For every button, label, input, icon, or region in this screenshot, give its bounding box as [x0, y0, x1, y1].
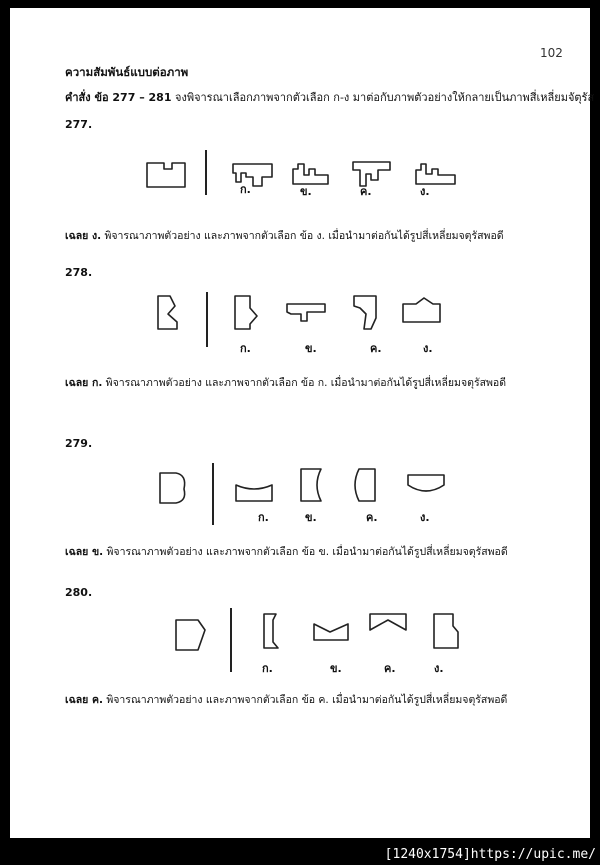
q280-option-b-shape: [314, 624, 348, 640]
q280-option-a-shape: [264, 614, 278, 648]
section-heading: ความสัมพันธ์แบบต่อภาพ: [65, 65, 189, 79]
image-source-caption: [1240x1754]https://upic.me/: [384, 847, 596, 862]
q277-label-d: ง.: [420, 185, 430, 198]
answer-label: เฉลย ก.: [65, 377, 103, 389]
q279-label-d: ง.: [420, 511, 430, 524]
q280-option-d-shape: [434, 614, 458, 648]
q277-option-d-shape: [416, 164, 455, 184]
q278-option-b-shape: [287, 304, 325, 321]
q280-option-c-shape: [370, 614, 406, 630]
q280-example-shape: [176, 620, 205, 650]
answer-label: เฉลย ง.: [65, 230, 102, 242]
instruction: [65, 88, 594, 106]
question-number: 277.: [65, 118, 93, 131]
instruction-label: คำสั่ง ข้อ 277 – 281: [65, 91, 172, 104]
question-277-figure: [0, 140, 600, 200]
answer-label: เฉลย ข.: [65, 546, 104, 558]
q277-label-a: ก.: [240, 183, 251, 196]
answer-280: [65, 691, 507, 708]
question-number: 280.: [65, 586, 93, 599]
q278-option-c-shape: [354, 296, 376, 329]
answer-278: [65, 374, 506, 391]
q280-label-b: ข.: [330, 662, 342, 675]
q278-option-a-shape: [235, 296, 257, 329]
answer-279: [65, 543, 508, 560]
q277-label-c: ค.: [360, 185, 372, 198]
answer-text: พิจารณาภาพตัวอย่าง และภาพจากตัวเลือก ข้อ ข. เมื่อนำมาต่อกันได้รูปสี่เหลี่ยมจตุรัสพอดี: [103, 546, 508, 558]
q280-label-d: ง.: [434, 662, 444, 675]
q277-option-b-shape: [293, 164, 328, 184]
q280-label-c: ค.: [384, 662, 396, 675]
q279-label-c: ค.: [366, 511, 378, 524]
answer-text: พิจารณาภาพตัวอย่าง และภาพจากตัวเลือก ข้อ ง. เมื่อนำมาต่อกันได้รูปสี่เหลี่ยมจตุรัสพอดี: [101, 230, 504, 242]
q278-label-c: ค.: [370, 342, 382, 355]
answer-label: เฉลย ค.: [65, 694, 103, 706]
answer-text: พิจารณาภาพตัวอย่าง และภาพจากตัวเลือก ข้อ ก. เมื่อนำมาต่อกันได้รูปสี่เหลี่ยมจตุรัสพอดี: [102, 377, 507, 389]
q279-option-d-shape: [408, 475, 444, 491]
q279-example-shape: [160, 473, 185, 503]
answer-277: [65, 227, 504, 244]
question-number: 278.: [65, 266, 93, 279]
q279-option-a-shape: [236, 485, 272, 501]
question-number: 279.: [65, 437, 93, 450]
q279-label-a: ก.: [258, 511, 269, 524]
q278-label-d: ง.: [423, 342, 433, 355]
answer-text: พิจารณาภาพตัวอย่าง และภาพจากตัวเลือก ข้อ ค. เมื่อนำมาต่อกันได้รูปสี่เหลี่ยมจตุรัสพอดี: [103, 694, 508, 706]
q277-option-a-shape: [233, 164, 272, 186]
q277-label-b: ข.: [300, 185, 312, 198]
q278-label-b: ข.: [305, 342, 317, 355]
q278-example-shape: [158, 296, 177, 329]
q278-label-a: ก.: [240, 342, 251, 355]
q277-example-shape: [147, 163, 185, 187]
q279-label-b: ข.: [305, 511, 317, 524]
q279-option-b-shape: [301, 469, 321, 501]
question-280-figure: [0, 602, 600, 677]
q279-option-c-shape: [355, 469, 375, 501]
q278-option-d-shape: [403, 298, 440, 322]
question-278-figure: [0, 282, 600, 362]
instruction-text: จงพิจารณาเลือกภาพจากตัวเลือก ก-ง มาต่อกับภาพตัวอย่างให้กลายเป็นภาพสี่เหลี่ยมจัตุรัส: [171, 91, 595, 104]
question-279-figure: [0, 455, 600, 530]
page-number: 102: [540, 46, 563, 60]
q277-option-c-shape: [353, 162, 390, 186]
document-page: [10, 8, 590, 838]
q280-label-a: ก.: [262, 662, 273, 675]
